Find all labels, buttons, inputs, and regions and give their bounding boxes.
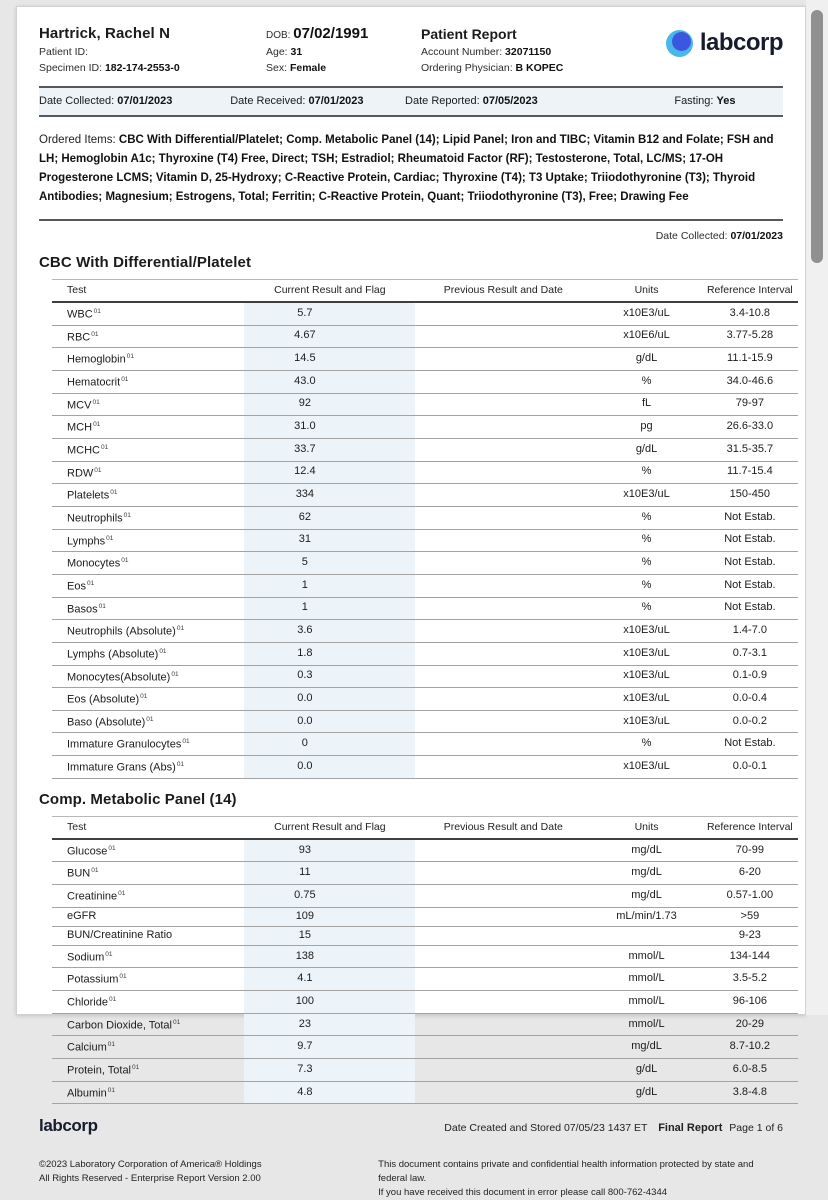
reference-interval: 0.0-0.1 [702, 756, 798, 779]
reference-interval: 0.7-3.1 [702, 642, 798, 665]
table-row [52, 325, 798, 348]
labcorp-wordmark: labcorp [699, 29, 783, 56]
current-result: 0 [244, 733, 415, 756]
reference-interval: Not Estab. [702, 529, 798, 552]
units: g/dL [591, 1081, 701, 1104]
footnote-marker: 01 [101, 443, 109, 451]
test-name: Eos$^{01}$ [52, 574, 244, 597]
footnote-marker: 01 [93, 308, 101, 315]
units: mg/dL [591, 1036, 701, 1059]
current-result: 1 [244, 574, 415, 597]
previous-result [415, 665, 591, 688]
reference-interval: 11.7-15.4 [702, 461, 798, 484]
footnote-marker: 01 [123, 511, 131, 519]
units: mg/dL [591, 885, 701, 908]
current-result: 334 [244, 484, 415, 507]
units: x10E3/uL [591, 665, 701, 688]
demographics-block [266, 25, 421, 74]
footnote-marker: 01 [91, 867, 99, 875]
units: % [591, 597, 701, 620]
cmp-section [39, 790, 793, 1105]
units: x10E3/uL [591, 756, 701, 779]
test-name: Sodium$^{01}$ [52, 945, 244, 968]
test-name: RDW$^{01}$ [52, 461, 244, 484]
units: x10E3/uL [591, 688, 701, 711]
section-date-collected: Date Collected: 07/01/2023 [655, 230, 783, 242]
footnote-marker: 01 [106, 534, 114, 542]
table-row [52, 552, 798, 575]
test-name: Monocytes(Absolute)$^{01}$ [52, 665, 244, 688]
previous-result [415, 506, 591, 529]
test-name: MCV$^{01}$ [52, 393, 244, 416]
table-row [52, 461, 798, 484]
table-row [52, 756, 798, 779]
date-created-value: 07/05/23 1437 ET [563, 1122, 648, 1135]
current-result: 4.1 [244, 968, 415, 991]
test-name: Chloride$^{01}$ [52, 991, 244, 1014]
patient-info-block [39, 25, 266, 74]
previous-result [415, 620, 591, 643]
current-result: 4.8 [244, 1081, 415, 1104]
test-name: Baso (Absolute)$^{01}$ [52, 710, 244, 733]
col-header-1: Current Result and Flag [244, 816, 415, 839]
table-row [52, 1059, 798, 1082]
footnote-marker: 01 [110, 489, 118, 497]
units: mmol/L [591, 945, 701, 968]
reference-interval: 3.5-5.2 [702, 968, 798, 991]
test-name: Basos$^{01}$ [52, 597, 244, 620]
table-row [52, 416, 798, 439]
test-name: MCH$^{01}$ [52, 416, 244, 439]
previous-result [415, 991, 591, 1014]
current-result: 1.8 [244, 642, 415, 665]
current-result: 15 [244, 926, 415, 945]
previous-result [415, 1059, 591, 1082]
previous-result [415, 710, 591, 733]
previous-result [415, 574, 591, 597]
footer-meta-line [444, 1122, 783, 1134]
current-result: 0.0 [244, 710, 415, 733]
footnote-marker: 01 [105, 950, 113, 958]
units: x10E3/uL [591, 642, 701, 665]
current-result: 62 [244, 506, 415, 529]
patient-name: Hartrick, Rachel N [39, 25, 171, 42]
footnote-marker: 01 [146, 715, 154, 723]
reference-interval: 8.7-10.2 [702, 1036, 798, 1059]
report-info-block [421, 25, 666, 74]
reference-interval: 1.4-7.0 [702, 620, 798, 643]
date-reported: Date Reported: 07/05/2023 [405, 95, 538, 107]
reference-interval: 3.4-10.8 [702, 302, 798, 325]
footnote-marker: 01 [172, 1018, 181, 1026]
test-name: Albumin$^{01}$ [52, 1081, 244, 1104]
col-header-4: Reference Interval [702, 280, 798, 303]
units: % [591, 506, 701, 529]
current-result: 138 [244, 945, 415, 968]
labcorp-logo-icon [666, 30, 693, 57]
report-status: Final Report [658, 1122, 723, 1135]
units: g/dL [591, 1059, 701, 1082]
previous-result [415, 393, 591, 416]
date-collected: Date Collected: 07/01/2023 [39, 95, 173, 107]
footer-fine-print [39, 1158, 783, 1200]
date-created-label: Date Created and Stored [444, 1122, 562, 1135]
table-row [52, 484, 798, 507]
test-name: BUN/Creatinine Ratio [52, 926, 244, 945]
reference-interval: 134-144 [702, 945, 798, 968]
table-row [52, 945, 798, 968]
reference-interval: Not Estab. [702, 574, 798, 597]
previous-result [415, 461, 591, 484]
table-row [52, 348, 798, 371]
table-row [52, 862, 798, 885]
previous-result [415, 733, 591, 756]
cbc-table [52, 279, 798, 779]
test-name: Eos (Absolute)$^{01}$ [52, 688, 244, 711]
units: mL/min/1.73 [591, 907, 701, 926]
reference-interval: 31.5-35.7 [702, 438, 798, 461]
col-header-3: Units [591, 816, 701, 839]
test-name: RBC$^{01}$ [52, 325, 244, 348]
cmp-section-title: Comp. Metabolic Panel (14) [39, 790, 237, 808]
footnote-marker: 01 [159, 647, 167, 655]
date-bar [39, 86, 783, 117]
footnote-marker: 01 [176, 625, 185, 633]
reference-interval: 34.0-46.6 [702, 370, 798, 393]
reference-interval: Not Estab. [702, 552, 798, 575]
dob-line: DOB: 07/02/1991 [266, 25, 369, 42]
test-name: Platelets$^{01}$ [52, 484, 244, 507]
previous-result [415, 370, 591, 393]
table-row [52, 688, 798, 711]
ordered-items [39, 131, 783, 221]
reference-interval: 6-20 [702, 862, 798, 885]
units: x10E3/uL [591, 620, 701, 643]
reference-interval: 6.0-8.5 [702, 1059, 798, 1082]
previous-result [415, 1081, 591, 1104]
table-row [52, 597, 798, 620]
test-name: Carbon Dioxide, Total$^{01}$ [52, 1013, 244, 1036]
col-header-2: Previous Result and Date [415, 816, 591, 839]
age-line: Age: 31 [266, 46, 303, 58]
reference-interval: Not Estab. [702, 733, 798, 756]
units: x10E3/uL [591, 484, 701, 507]
units: % [591, 461, 701, 484]
table-row [52, 665, 798, 688]
table-row [52, 907, 798, 926]
reference-interval: 0.1-0.9 [702, 665, 798, 688]
current-result: 43.0 [244, 370, 415, 393]
previous-result [415, 642, 591, 665]
test-name: Creatinine$^{01}$ [52, 885, 244, 908]
confidentiality-block: This document contains private and confidential health information protected by state and federal law. If you have received this document in error please call 800-762-4344 [378, 1159, 754, 1199]
table-row [52, 620, 798, 643]
col-header-3: Units [591, 280, 701, 303]
page-number: Page 1 of 6 [729, 1122, 783, 1135]
footnote-marker: 01 [108, 844, 116, 852]
footnote-marker: 01 [118, 890, 126, 898]
units: fL [591, 393, 701, 416]
previous-result [415, 552, 591, 575]
current-result: 31 [244, 529, 415, 552]
test-name: Calcium$^{01}$ [52, 1036, 244, 1059]
units: % [591, 574, 701, 597]
reference-interval: 9-23 [702, 926, 798, 945]
reference-interval: 70-99 [702, 839, 798, 862]
previous-result [415, 756, 591, 779]
units: % [591, 733, 701, 756]
test-name: Neutrophils$^{01}$ [52, 506, 244, 529]
test-name: WBC$^{01}$ [52, 302, 244, 325]
units: g/dL [591, 438, 701, 461]
date-received: Date Received: 07/01/2023 [230, 95, 364, 107]
units: % [591, 370, 701, 393]
current-result: 4.67 [244, 325, 415, 348]
units: x10E3/uL [591, 302, 701, 325]
test-name: Potassium$^{01}$ [52, 968, 244, 991]
table-row [52, 393, 798, 416]
current-result: 100 [244, 991, 415, 1014]
footnote-marker: 01 [182, 738, 190, 746]
previous-result [415, 968, 591, 991]
cmp-table [52, 816, 798, 1105]
reference-interval: Not Estab. [702, 597, 798, 620]
current-result: 23 [244, 1013, 415, 1036]
current-result: 31.0 [244, 416, 415, 439]
test-name: Hemoglobin$^{01}$ [52, 348, 244, 371]
footnote-marker: 01 [94, 466, 102, 474]
footnote-marker: 01 [121, 557, 129, 565]
table-row [52, 642, 798, 665]
test-name: Lymphs$^{01}$ [52, 529, 244, 552]
table-row [52, 438, 798, 461]
units: mg/dL [591, 862, 701, 885]
ordering-physician-line: Ordering Physician: B KOPEC [421, 62, 564, 74]
previous-result [415, 348, 591, 371]
test-name: Hematocrit$^{01}$ [52, 370, 244, 393]
test-name: Immature Granulocytes$^{01}$ [52, 733, 244, 756]
units: g/dL [591, 348, 701, 371]
sex-line: Sex: Female [266, 62, 327, 74]
page-footer [39, 1116, 783, 1136]
reference-interval: >59 [702, 907, 798, 926]
reference-interval: 79-97 [702, 393, 798, 416]
test-name: BUN$^{01}$ [52, 862, 244, 885]
units: x10E3/uL [591, 710, 701, 733]
footnote-marker: 01 [140, 693, 148, 701]
test-name: Lymphs (Absolute)$^{01}$ [52, 642, 244, 665]
previous-result [415, 529, 591, 552]
table-row [52, 1013, 798, 1036]
previous-result [415, 438, 591, 461]
units: mmol/L [591, 968, 701, 991]
footer-labcorp-wordmark: labcorp [39, 1116, 98, 1136]
previous-result [415, 839, 591, 862]
current-result: 92 [244, 393, 415, 416]
previous-result [415, 862, 591, 885]
reference-interval: 0.0-0.2 [702, 710, 798, 733]
col-header-0: Test [52, 280, 244, 303]
footnote-marker: 01 [176, 761, 185, 769]
reference-interval: Not Estab. [702, 506, 798, 529]
current-result: 14.5 [244, 348, 415, 371]
report-title: Patient Report [421, 26, 517, 42]
report-header [39, 25, 783, 74]
reference-interval: 96-106 [702, 991, 798, 1014]
previous-result [415, 907, 591, 926]
account-number-line: Account Number: 32071150 [421, 46, 552, 58]
footnote-marker: 01 [108, 996, 117, 1004]
current-result: 0.3 [244, 665, 415, 688]
cbc-section [39, 254, 793, 779]
current-result: 7.3 [244, 1059, 415, 1082]
previous-result [415, 926, 591, 945]
previous-result [415, 302, 591, 325]
footnote-marker: 01 [92, 398, 100, 406]
fasting-status: Fasting: Yes [674, 95, 736, 107]
specimen-id-line: Specimen ID: 182-174-2553-0 [39, 62, 180, 74]
footnote-marker: 01 [121, 375, 129, 383]
table-row [52, 574, 798, 597]
col-header-2: Previous Result and Date [415, 280, 591, 303]
previous-result [415, 484, 591, 507]
previous-result [415, 945, 591, 968]
scrollbar-track[interactable] [806, 0, 828, 1015]
labcorp-logo [666, 25, 783, 57]
footnote-marker: 01 [126, 353, 134, 361]
table-row [52, 991, 798, 1014]
table-row [52, 885, 798, 908]
previous-result [415, 1013, 591, 1036]
current-result: 33.7 [244, 438, 415, 461]
current-result: 9.7 [244, 1036, 415, 1059]
table-row [52, 1081, 798, 1104]
footnote-marker: 01 [107, 1086, 115, 1094]
test-name: Protein, Total$^{01}$ [52, 1059, 244, 1082]
reference-interval: 11.1-15.9 [702, 348, 798, 371]
col-header-4: Reference Interval [702, 816, 798, 839]
units: % [591, 529, 701, 552]
previous-result [415, 1036, 591, 1059]
footnote-marker: 01 [86, 579, 95, 587]
footnote-marker: 01 [107, 1041, 115, 1049]
test-name: Glucose$^{01}$ [52, 839, 244, 862]
current-result: 11 [244, 862, 415, 885]
col-header-1: Current Result and Flag [244, 280, 415, 303]
units [591, 926, 701, 945]
reference-interval: 0.0-0.4 [702, 688, 798, 711]
footnote-marker: 01 [171, 670, 179, 678]
current-result: 0.0 [244, 688, 415, 711]
units: mmol/L [591, 991, 701, 1014]
table-row [52, 839, 798, 862]
current-result: 1 [244, 597, 415, 620]
current-result: 109 [244, 907, 415, 926]
current-result: 93 [244, 839, 415, 862]
current-result: 12.4 [244, 461, 415, 484]
current-result: 5.7 [244, 302, 415, 325]
patient-id-line: Patient ID: [39, 46, 89, 58]
table-row [52, 302, 798, 325]
header-row [52, 280, 798, 303]
footnote-marker: 01 [119, 973, 127, 981]
ordered-items-list: CBC With Differential/Platelet; Comp. Metabolic Panel (14); Lipid Panel; Iron and TIBC; Vitamin B12 and Folate; FSH and LH; Hemoglobin A1c; Thyroxine (T4) Free, Direct; TSH; Estradiol; Rheumatoid Factor (RF); Testosterone, Total, LC/MS; 17-OH Progesterone LCMS; Vitamin D, 25-Hydroxy; C-Reactive Protein, Cardiac; Thyroxine (T4); T3 Uptake; Triiodothyronine (T3); Thyroid Antibodies; Magnesium; Estrogens, Total; Ferritin; C-Reactive Protein, Quant; Triiodothyronine (T3), Free; Drawing Fee [39, 134, 774, 203]
header-row [52, 816, 798, 839]
previous-result [415, 416, 591, 439]
reference-interval: 3.77-5.28 [702, 325, 798, 348]
test-name: MCHC$^{01}$ [52, 438, 244, 461]
footnote-marker: 01 [132, 1064, 140, 1072]
units: mmol/L [591, 1013, 701, 1036]
table-row [52, 926, 798, 945]
units: x10E6/uL [591, 325, 701, 348]
current-result: 0.75 [244, 885, 415, 908]
col-header-0: Test [52, 816, 244, 839]
current-result: 5 [244, 552, 415, 575]
reference-interval: 3.8-4.8 [702, 1081, 798, 1104]
test-name: eGFR [52, 907, 244, 926]
copyright-block: ©2023 Laboratory Corporation of America® Holdings All Rights Reserved - Enterprise Report Version 2.00 [39, 1159, 262, 1185]
reference-interval: 0.57-1.00 [702, 885, 798, 908]
units: % [591, 552, 701, 575]
table-row [52, 1036, 798, 1059]
current-result: 3.6 [244, 620, 415, 643]
test-name: Immature Grans (Abs)$^{01}$ [52, 756, 244, 779]
footnote-marker: 01 [98, 602, 106, 610]
table-row [52, 733, 798, 756]
previous-result [415, 885, 591, 908]
previous-result [415, 688, 591, 711]
current-result: 0.0 [244, 756, 415, 779]
footnote-marker: 01 [93, 421, 101, 429]
units: mg/dL [591, 839, 701, 862]
table-row [52, 529, 798, 552]
units: pg [591, 416, 701, 439]
test-name: Neutrophils (Absolute)$^{01}$ [52, 620, 244, 643]
reference-interval: 26.6-33.0 [702, 416, 798, 439]
footnote-marker: 01 [91, 330, 99, 338]
report-page [16, 6, 806, 1199]
table-row [52, 370, 798, 393]
ordered-items-label: Ordered Items: [39, 134, 116, 146]
previous-result [415, 597, 591, 620]
scrollbar-thumb[interactable] [811, 10, 823, 263]
reference-interval: 20-29 [702, 1013, 798, 1036]
table-row [52, 506, 798, 529]
test-name: Monocytes$^{01}$ [52, 552, 244, 575]
cbc-section-title: CBC With Differential/Platelet [39, 254, 252, 271]
reference-interval: 150-450 [702, 484, 798, 507]
table-row [52, 968, 798, 991]
previous-result [415, 325, 591, 348]
table-row [52, 710, 798, 733]
